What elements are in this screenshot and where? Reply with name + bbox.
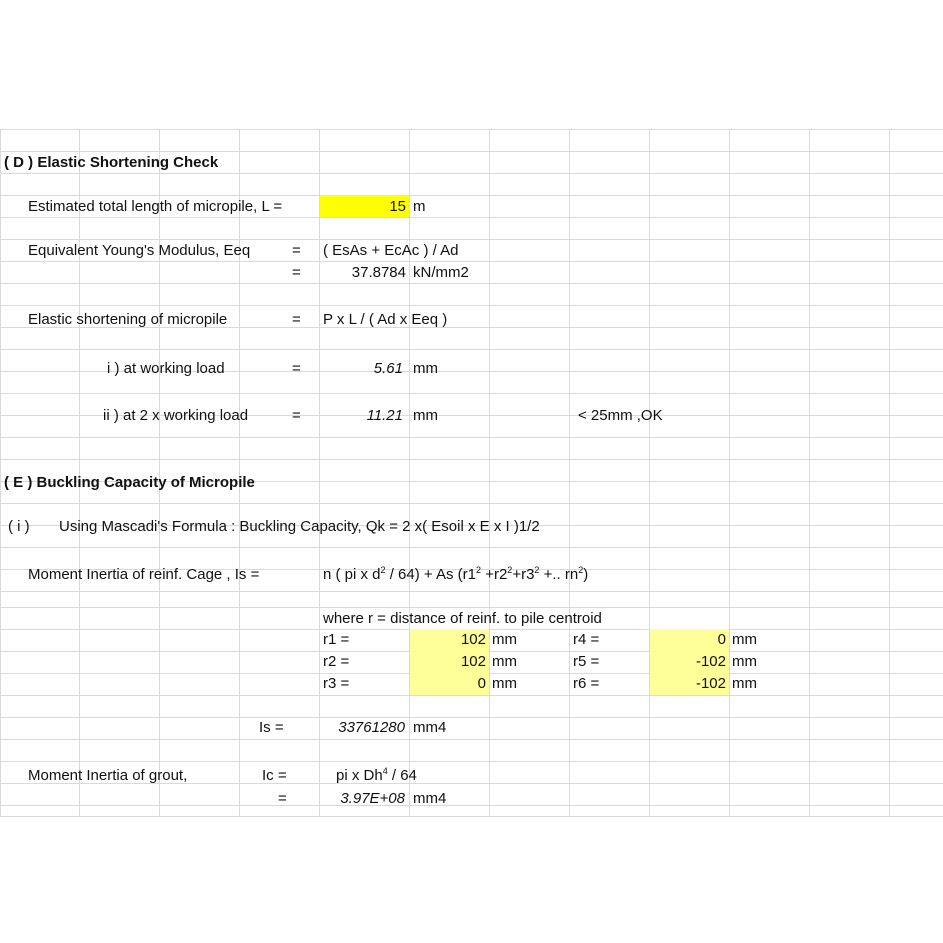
equals-sign: =	[292, 242, 301, 259]
es-formula: P x L / ( Ad x Eeq )	[323, 311, 448, 328]
r3-label: r3 =	[323, 675, 350, 692]
double-load-unit: mm	[413, 407, 438, 424]
length-value[interactable]: 15	[389, 198, 406, 215]
equals-sign: =	[278, 790, 287, 807]
equals-sign: =	[292, 407, 301, 424]
is-label: Moment Inertia of reinf. Cage , Is =	[28, 566, 260, 583]
length-label: Estimated total length of micropile, L =	[28, 198, 283, 215]
length-unit: m	[413, 198, 426, 215]
r4-label: r4 =	[573, 631, 600, 648]
eeq-formula: ( EsAs + EcAc ) / Ad	[323, 242, 459, 259]
r1-unit: mm	[492, 631, 517, 648]
r6-unit: mm	[732, 675, 757, 692]
r5-unit: mm	[732, 653, 757, 670]
r4-value[interactable]: 0	[717, 631, 726, 648]
es-label: Elastic shortening of micropile	[28, 311, 228, 328]
double-load-check: < 25mm ,OK	[578, 407, 663, 424]
r4-unit: mm	[732, 631, 757, 648]
double-load-label: ii ) at 2 x working load	[103, 407, 249, 424]
r3-value[interactable]: 0	[477, 675, 486, 692]
r5-value[interactable]: -102	[695, 653, 726, 670]
where-note: where r = distance of reinf. to pile centroid	[323, 610, 602, 627]
is-formula: n ( pi x $d^2 / 64) + As$ ($r1^2 +r2^2+r3^2$ +.. $rn^2$)	[323, 565, 589, 583]
r1-value[interactable]: 102	[460, 631, 486, 648]
section-d-title: ( D ) Elastic Shortening Check	[4, 154, 219, 171]
r2-label: r2 =	[323, 653, 350, 670]
eeq-label: Equivalent Young's Modulus, Eeq	[28, 242, 251, 259]
ic-label: Moment Inertia of grout,	[28, 767, 188, 784]
equals-sign: =	[292, 360, 301, 377]
r3-unit: mm	[492, 675, 517, 692]
mascadi-formula: Using Mascadi's Formula : Buckling Capacity, Qk = 2 x( Esoil x E x I )1/2	[59, 518, 540, 535]
r5-label: r5 =	[573, 653, 600, 670]
ic-symbol: Ic =	[262, 767, 287, 784]
working-load-value[interactable]: 5.61	[373, 360, 403, 377]
ic-value[interactable]: 3.97E+08	[340, 790, 405, 807]
is-result-label: Is =	[259, 719, 284, 736]
r6-label: r6 =	[573, 675, 600, 692]
r2-unit: mm	[492, 653, 517, 670]
r1-label: r1 =	[323, 631, 350, 648]
ic-unit: mm4	[413, 790, 447, 807]
working-load-unit: mm	[413, 360, 438, 377]
section-e-title: ( E ) Buckling Capacity of Micropile	[4, 474, 255, 491]
r2-value[interactable]: 102	[460, 653, 486, 670]
equals-sign: =	[292, 264, 301, 281]
ic-formula: pi x Dh$^4$ / 64	[336, 766, 417, 784]
working-load-label: i ) at working load	[107, 360, 225, 377]
subsection-index: ( i )	[8, 518, 30, 535]
double-load-value[interactable]: 11.21	[366, 407, 403, 424]
is-result-value[interactable]: 33761280	[338, 719, 405, 736]
eeq-unit: kN/mm2	[413, 264, 469, 281]
eeq-value[interactable]: 37.8784	[351, 264, 406, 281]
r6-value[interactable]: -102	[695, 675, 726, 692]
equals-sign: =	[292, 311, 301, 328]
is-result-unit: mm4	[413, 719, 447, 736]
